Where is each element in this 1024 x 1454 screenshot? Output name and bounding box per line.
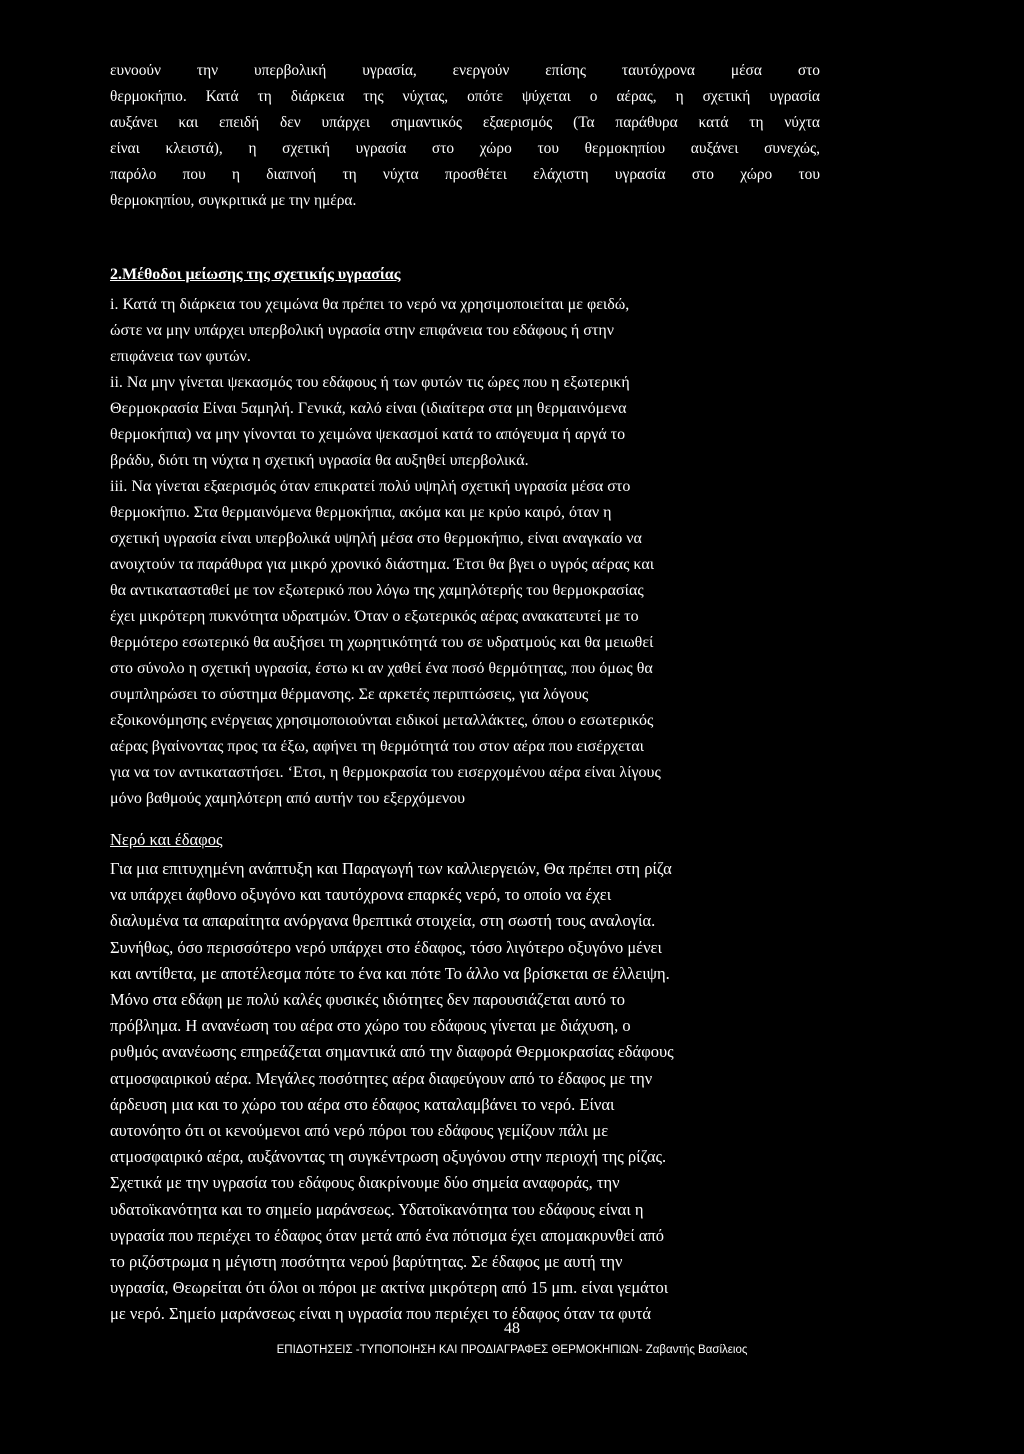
humidity-reduction-methods [110,292,822,812]
text-line: θερμοκήπιο. Στα θερμαινόμενα θερμοκήπια, ακόμα και με κρύο καιρό, όταν η [110,504,612,521]
text-line: i. Κατά τη διάρκεια του χειμώνα θα πρέπει το νερό να χρησιμοποιείται με φειδώ, [110,296,630,313]
text-line: μόνο βαθμούς χαμηλότερη από αυτήν του εξερχόμενου [110,790,466,807]
text-line: υδατοϊκανότητα και το σημείο μαράνσεως. Υδατοϊκανότητα του εδάφους είναι η [110,1199,644,1219]
text-line: Για μια επιτυχημένη ανάπτυξη και Παραγωγή των καλλιεργειών, Θα πρέπει στη ρίζα [110,859,672,878]
text-line: θερμότερο εσωτερικό θα αυξήσει τη χωρητικότητά του σε υδρατμούς και θα μειωθεί [110,634,654,651]
text-line: Θερμοκρασία Είναι 5αμηλή. Γενικά, καλό είναι (ιδιαίτερα στα μη θερμαινόμενα [110,400,627,417]
text-line: Σχετικά με την υγρασία του εδάφους διακρίνουμε δύο σημεία αναφοράς, την [110,1173,620,1193]
text-line: ii. Να μην γίνεται ψεκασμός του εδάφους ή των φυτών τις ώρες που η εξωτερική [110,374,630,391]
text-line: θα αντικατασταθεί με τον εξωτερικό που λόγω της χαμηλότερής του θερμοκρασίας [110,582,644,599]
text-line: διαλυμένα τα απαραίτητα ανόργανα θρεπτικά στοιχεία, στη σωστή τους αναλογία. [110,911,656,931]
text-line: iii. Να γίνεται εξαερισμός όταν επικρατεί πολύ υψηλή σχετική υγρασία μέσα στο [110,478,631,495]
text-line: είναι κλειστά), η σχετική υγρασία στο χώρο του θερμοκηπίου αυξάνει συνεχώς, [110,140,820,157]
text-line: ώστε να μην υπάρχει υπερβολική υγρασία στην επιφάνεια του εδάφους ή στην [110,322,614,339]
text-line: με νερό. Σημείο μαράνσεως είναι η υγρασία που περιέχει το έδαφος όταν τα φυτά [110,1304,652,1324]
text-line: Μόνο στα εδάφη με πολύ καλές φυσικές ιδιότητες δεν παρουσιάζεται αυτό το [110,990,626,1010]
text-line: και αντίθετα, με αποτέλεσμα πότε το ένα και πότε Το άλλο να βρίσκεται σε έλλειψη. [110,963,670,983]
section-heading: 2.Μέθοδοι μείωσης της σχετικής υγρασίας [110,266,401,283]
text-line: ατμοσφαιρικού αέρα. Μεγάλες ποσότητες αέρα διαφεύγουν από το έδαφος με την [110,1068,653,1088]
text-line: αυξάνει και επειδή δεν υπάρχει σημαντικός εξαερισμός (Τα παράθυρα κατά τη νύχτα [110,114,820,131]
text-line: αυτονόητο ότι οι κενούμενοι από νερό πόροι του εδάφους γεμίζουν πάλι με [110,1121,609,1141]
text-line: σχετική υγρασία είναι υπερβολικά υψηλή μέσα στο θερμοκήπιο, είναι αναγκαίο να [110,530,642,547]
text-line: στο σύνολο η σχετική υγρασία, έστω κι αν χαθεί ένα ποσό θερμότητας, που όμως θα [110,660,653,677]
text-line: ανοιχτούν τα παράθυρα για μικρό χρονικό διάστημα. Έτσι θα βγει ο υγρός αέρας και [110,556,655,573]
text-line: για να τον αντικαταστήσει. ‘Ετσι, η θερμοκρασία του εισερχομένου αέρα είναι λίγους [110,764,661,781]
text-line: βράδυ, διότι τη νύχτα η σχετική υγρασία θα αυξηθεί υπερβολικά. [110,452,529,469]
text-line: παρόλο που η διαπνοή τη νύχτα προσθέτει ελάχιστη υγρασία στο χώρο του [110,166,820,183]
water-soil-heading: Νερό και έδαφος [110,830,223,849]
page-number: 48 [504,1320,520,1337]
page-footer: ΕΠΙΔΟΤΗΣΕΙΣ -ΤΥΠΟΠΟΙΗΣΗ ΚΑΙ ΠΡΟΔΙΑΓΡΑΦΕΣ ΘΕΡΜΟΚΗΠΙΩΝ- Ζαβαντής Βασίλειος [276,1344,748,1356]
text-line: εξοικονόμησης ενέργειας χρησιμοποιούνται ειδικοί μεταλλάκτες, όπου ο εσωτερικός [110,712,654,729]
text-line: θερμοκηπίου, συγκριτικά με την ημέρα. [110,192,357,209]
text-line: ρυθμός ανανέωσης επηρεάζεται σημαντικά από την διαφορά Θερμοκρασίας εδάφους [110,1042,674,1062]
text-line: αέρας βγαίνοντας προς τα έξω, αφήνει τη θερμότητά του στον αέρα που εισέρχεται [110,738,644,755]
text-line: το ριζόστρωμα η μέγιστη ποσότητα νερού βαρύτητας. Σε έδαφος με αυτή την [110,1252,623,1272]
intro-paragraph [110,58,820,214]
text-line: επιφάνεια των φυτών. [110,348,251,365]
text-line: θερμοκήπια) να μην γίνονται το χειμώνα ψεκασμοί κατά το απόγευμα ή αργά το [110,426,626,443]
text-line: υγρασία που περιέχει το έδαφος όταν μετά από ένα πότισμα έχει απομακρυνθεί από [110,1225,664,1245]
text-line: να υπάρχει άφθονο οξυγόνο και ταυτόχρονα επαρκές νερό, το οποίο να έχει [110,885,612,905]
text-line: ατμοσφαιρικό αέρα, αυξάνοντας τη συγκέντρωση οξυγόνου στην περιοχή της ρίζας. [110,1147,667,1167]
text-line: θερμοκήπιο. Κατά τη διάρκεια της νύχτας, οπότε ψύχεται ο αέρας, η σχετική υγρασία [110,88,820,105]
text-line: συμπληρώσει το σύστημα θέρμανσης. Σε αρκετές περιπτώσεις, για λόγους [110,686,589,703]
text-line: πρόβλημα. Η ανανέωση του αέρα στο χώρο του εδάφους γίνεται με διάχυση, ο [110,1016,631,1036]
text-line: υγρασία, Θεωρείται ότι όλοι οι πόροι με ακτίνα μικρότερη από 15 μm. είναι γεμάτοι [110,1278,669,1298]
text-line: Συνήθως, όσο περισσότερο νερό υπάρχει στο έδαφος, τόσο λιγότερο οξυγόνο μένει [110,937,662,957]
water-soil-paragraph [110,856,822,1328]
text-line: άρδευση μια και το χώρο του αέρα στο έδαφος καταλαμβάνει το νερό. Είναι [110,1094,615,1114]
text-line: ευνοούν την υπερβολική υγρασία, ενεργούν επίσης ταυτόχρονα μέσα στο [110,62,820,79]
text-line: έχει μικρότερη πυκνότητα υδρατμών. Όταν ο εξωτερικός αέρας ανακατευτεί με το [110,608,639,625]
